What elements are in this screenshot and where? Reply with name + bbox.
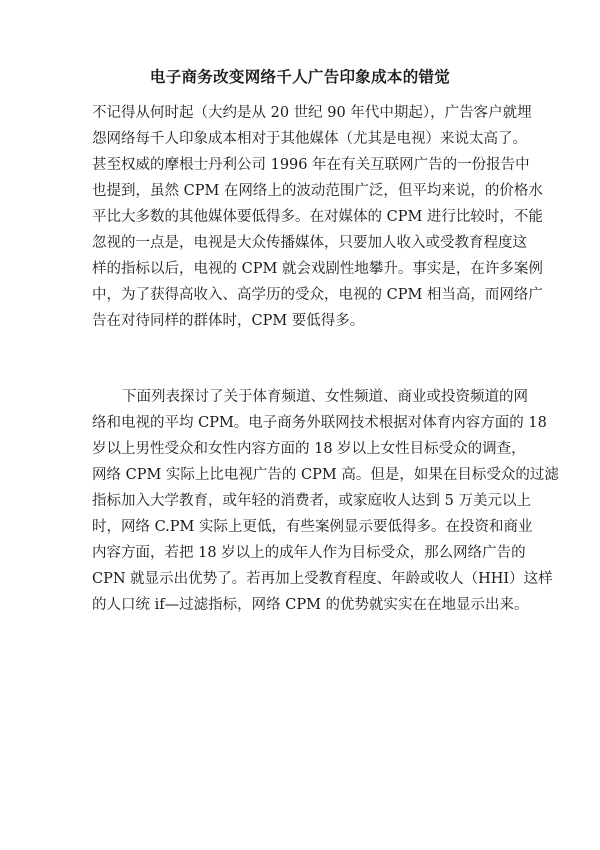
document-title: 电子商务改变网络千人广告印象成本的错觉 — [149, 67, 451, 86]
paragraph-1-line-2: 怨网络每千人印象成本相对于其他媒体（尤其是电视）来说太高了。 — [92, 131, 527, 147]
paragraph-2-line-4: 网络 CPM 实际上比电视广告的 CPM 高。但是，如果在目标受众的过滤 — [92, 467, 559, 483]
paragraph-1-line-9: 告在对待同样的群体时，CPM 要低得多。 — [92, 313, 365, 329]
paragraph-1-line-1: 不记得从何时起（大约是从 20 世纪 90 年代中期起），广告客户就埋 — [92, 105, 532, 121]
paragraph-2-line-5: 指标加入大学教育，或年轻的消费者，或家庭收人达到 5 万美元以上 — [92, 493, 531, 509]
paragraph-1-line-5: 平比大多数的其他媒体要低得多。在对媒体的 CPM 进行比较时，不能 — [92, 209, 543, 225]
paragraph-2-line-1: 下面列表探讨了关于体育频道、女性频道、商业或投资频道的网 — [122, 389, 528, 405]
paragraph-2-line-2: 络和电视的平均 CPM。电子商务外联网技术根据对体育内容方面的 18 — [92, 415, 547, 431]
paragraph-2-line-6: 时，网络 C.PM 实际上更低，有些案例显示要低得多。在投资和商业 — [92, 519, 533, 535]
paragraph-2-line-9: 的人口统 if—过滤指标，网络 CPM 的优势就实实在在地显示出来。 — [92, 597, 529, 613]
paragraph-1-line-7: 样的指标以后，电视的 CPM 就会戏剧性地攀升。事实是，在许多案例 — [92, 261, 543, 277]
paragraph-2-line-3: 岁以上男性受众和女性内容方面的 18 岁以上女性目标受众的调查， — [92, 441, 526, 457]
paragraph-2-line-7: 内容方面，若把 18 岁以上的成年人作为目标受众，那么网络广告的 — [92, 545, 526, 561]
paragraph-1-line-6: 忽视的一点是，电视是大众传播媒体，只要加人收入或受教育程度这 — [92, 235, 527, 251]
paragraph-1-line-4: 也提到，虽然 CPM 在网络上的波动范围广泛，但平均来说，的价格水 — [92, 183, 543, 199]
paragraph-1-line-3: 甚至权威的摩根士丹利公司 1996 年在有关互联网广告的一份报告中 — [92, 157, 530, 173]
paragraph-1-line-8: 中，为了获得高收入、高学历的受众，电视的 CPM 相当高，而网络广 — [92, 287, 543, 303]
paragraph-2-line-8: CPN 就显示出优势了。若再加上受教育程度、年龄或收人（HHI）这样 — [92, 571, 553, 587]
